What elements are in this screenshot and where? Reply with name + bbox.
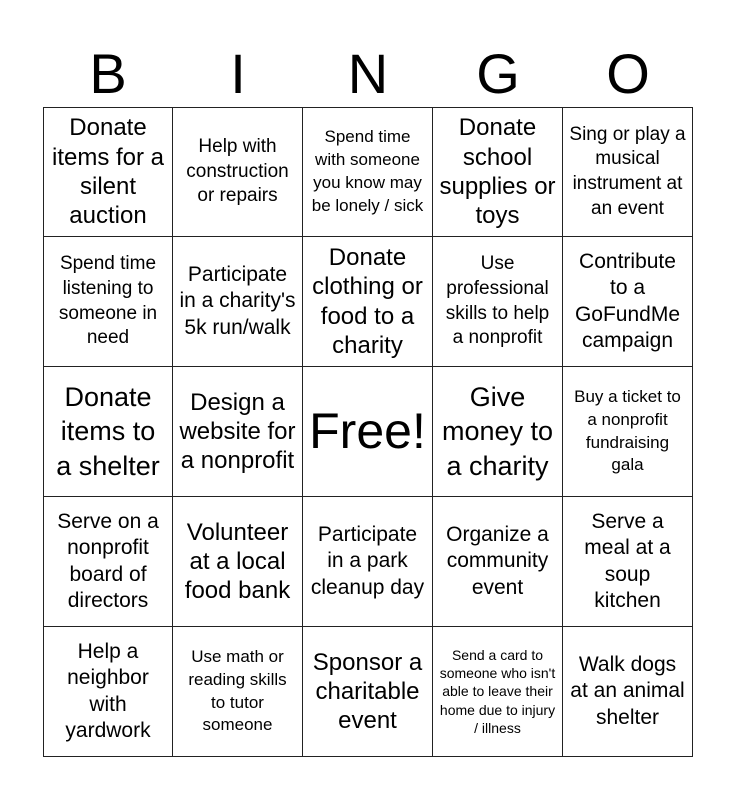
header-letter-n: N bbox=[347, 42, 389, 105]
bingo-cell[interactable]: Organize a community event bbox=[433, 497, 563, 627]
bingo-cell[interactable]: Volunteer at a local food bank bbox=[173, 497, 303, 627]
bingo-cell[interactable]: Participate in a park cleanup day bbox=[303, 497, 433, 627]
bingo-cell[interactable]: Participate in a charity's 5k run/walk bbox=[173, 237, 303, 367]
bingo-cell[interactable]: Serve a meal at a soup kitchen bbox=[563, 497, 693, 627]
header-letter-b: B bbox=[89, 42, 127, 105]
bingo-cell[interactable]: Walk dogs at an animal shelter bbox=[563, 627, 693, 757]
bingo-cell[interactable]: Donate clothing or food to a charity bbox=[303, 237, 433, 367]
bingo-cell[interactable]: Help a neighbor with yardwork bbox=[43, 627, 173, 757]
bingo-cell[interactable]: Spend time listening to someone in need bbox=[43, 237, 173, 367]
bingo-cell[interactable]: Help with construction or repairs bbox=[173, 107, 303, 237]
bingo-cell[interactable]: Design a website for a nonprofit bbox=[173, 367, 303, 497]
header-letter-g: G bbox=[476, 42, 520, 105]
bingo-board bbox=[43, 107, 693, 757]
bingo-cell[interactable]: Serve on a nonprofit board of directors bbox=[43, 497, 173, 627]
bingo-cell[interactable]: Spend time with someone you know may be lonely / sick bbox=[303, 107, 433, 237]
bingo-cell[interactable]: Sponsor a charitable event bbox=[303, 627, 433, 757]
bingo-cell[interactable]: Give money to a charity bbox=[433, 367, 563, 497]
bingo-header bbox=[43, 40, 693, 108]
bingo-cell[interactable]: Use math or reading skills to tutor someone bbox=[173, 627, 303, 757]
bingo-cell[interactable]: Contribute to a GoFundMe campaign bbox=[563, 237, 693, 367]
bingo-cell[interactable]: Buy a ticket to a nonprofit fundraising gala bbox=[563, 367, 693, 497]
bingo-cell[interactable]: Donate items to a shelter bbox=[43, 367, 173, 497]
bingo-cell[interactable]: Use professional skills to help a nonprofit bbox=[433, 237, 563, 367]
bingo-cell[interactable]: Donate school supplies or toys bbox=[433, 107, 563, 237]
bingo-cell[interactable]: Send a card to someone who isn't able to leave their home due to injury / illness bbox=[433, 627, 563, 757]
bingo-cell[interactable]: Donate items for a silent auction bbox=[43, 107, 173, 237]
bingo-cell[interactable]: Sing or play a musical instrument at an event bbox=[563, 107, 693, 237]
header-letter-o: O bbox=[606, 42, 650, 105]
bingo-cell-free[interactable]: Free! bbox=[303, 367, 433, 497]
header-letter-i: I bbox=[230, 42, 246, 105]
